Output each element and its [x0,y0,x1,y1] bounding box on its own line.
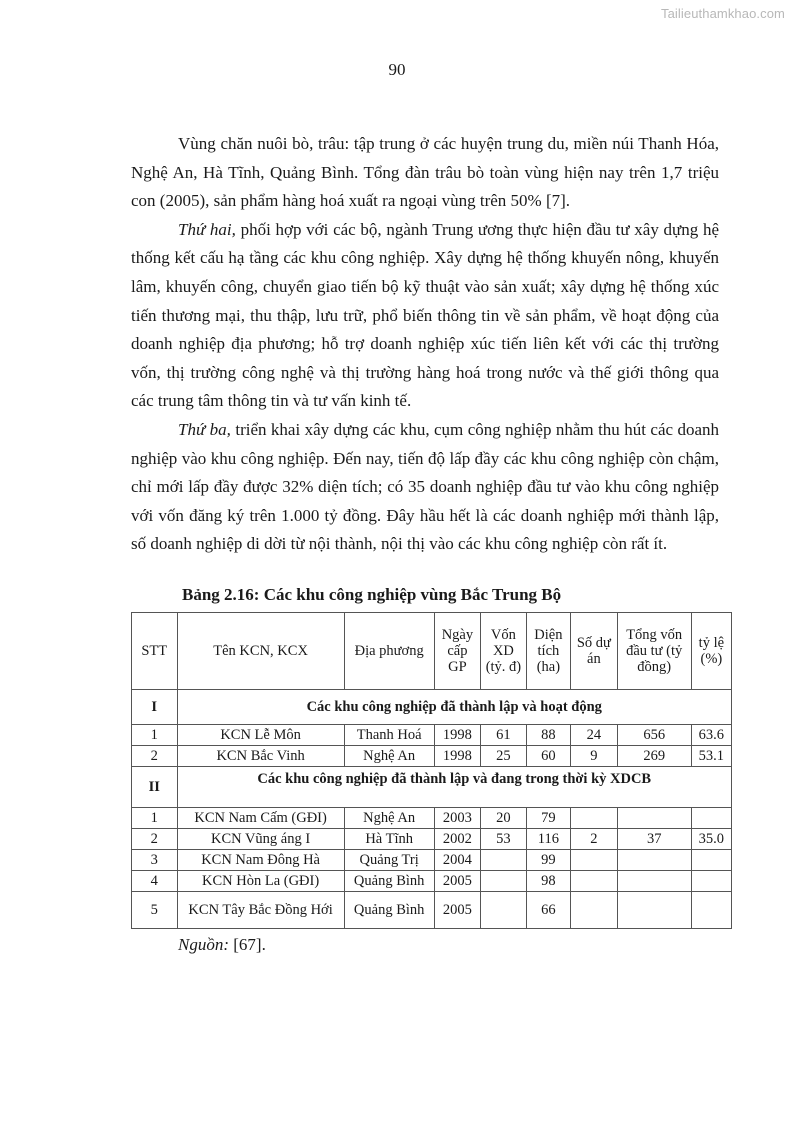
cell-locality: Thanh Hoá [344,725,434,746]
cell-projects: 9 [571,746,618,767]
cell-capital: 25 [481,746,527,767]
cell-area: 99 [526,850,570,871]
cell-ratio [691,850,731,871]
table-caption: Bảng 2.16: Các khu công nghiệp vùng Bắc Trung Bộ [182,585,562,604]
cell-name: KCN Vũng áng I [177,829,344,850]
cell-stt: 1 [132,725,178,746]
cell-name: KCN Tây Bắc Đồng Hới [177,892,344,929]
cell-locality: Quảng Trị [344,850,434,871]
paragraph-text: triển khai xây dựng các khu, cụm công nghiệp nhằm thu hút các doanh nghiệp vào khu công nghiệp. Đến nay, tiến độ lấp đầy các khu công nghiệp còn chậm, chỉ mới lấp đầy được 32% diện tích; có 35 doanh nghiệp đầu tư vào khu công nghiệp với vốn đăng ký trên 1.000 tỷ đồng. Đây hầu hết là các doanh nghiệp mới thành lập, số doanh nghiệp di dời từ nội thành, nội thị vào các khu công nghiệp còn rất ít. [131,419,720,554]
header-license-date: Ngày cấp GP [434,613,481,690]
cell-total-investment: 37 [617,829,691,850]
header-projects: Số dự án [571,613,618,690]
cell-license-date: 2005 [434,892,481,929]
table-row [132,850,732,871]
paragraph-second [131,216,719,416]
cell-stt: 3 [132,850,178,871]
cell-license-date: 1998 [434,725,481,746]
table-row [132,746,732,767]
table-header-row [132,613,732,690]
industrial-zones-table [131,612,732,929]
cell-stt: 4 [132,871,178,892]
header-ratio: tỷ lệ (%) [691,613,731,690]
cell-total-investment [617,808,691,829]
paragraph-third [131,416,719,559]
cell-locality: Hà Tĩnh [344,829,434,850]
cell-capital: 53 [481,829,527,850]
cell-ratio [691,808,731,829]
cell-projects: 24 [571,725,618,746]
cell-ratio: 53.1 [691,746,731,767]
table-source [178,935,266,955]
header-name: Tên KCN, KCX [177,613,344,690]
cell-area: 79 [526,808,570,829]
cell-license-date: 2002 [434,829,481,850]
cell-total-investment [617,871,691,892]
cell-stt: 2 [132,746,178,767]
cell-stt: 2 [132,829,178,850]
cell-ratio: 35.0 [691,829,731,850]
section-row [132,767,732,808]
table-row [132,829,732,850]
section-number: II [132,767,178,808]
cell-area: 116 [526,829,570,850]
cell-name: KCN Nam Cấm (GĐI) [177,808,344,829]
body-text [131,130,719,559]
cell-license-date: 2003 [434,808,481,829]
source-label: Nguồn: [178,935,229,954]
table-row [132,871,732,892]
cell-locality: Quảng Bình [344,892,434,929]
table-row [132,725,732,746]
cell-capital: 61 [481,725,527,746]
paragraph-text: Vùng chăn nuôi bò, trâu: tập trung ở các huyện trung du, miền núi Thanh Hóa, Nghệ An, Hà Tĩnh, Quảng Bình. Tổng đàn trâu bò toàn vùng hiện nay trên 1,7 triệu con (2005), sản phẩm hàng hoá xuất ra ngoại vùng trên 50% [7]. [131,134,719,211]
table-row [132,808,732,829]
cell-projects [571,808,618,829]
header-capital: Vốn XD (tỷ. đ) [481,613,527,690]
cell-capital: 20 [481,808,527,829]
cell-projects [571,850,618,871]
cell-locality: Nghệ An [344,808,434,829]
section-number: I [132,690,178,725]
cell-total-investment [617,892,691,929]
paragraph-lead: Thứ hai, [178,219,236,239]
cell-ratio: 63.6 [691,725,731,746]
cell-locality: Nghệ An [344,746,434,767]
cell-name: KCN Bắc Vinh [177,746,344,767]
cell-projects [571,871,618,892]
table-row [132,892,732,929]
header-total-investment: Tổng vốn đầu tư (tỷ đồng) [617,613,691,690]
cell-area: 88 [526,725,570,746]
cell-total-investment [617,850,691,871]
cell-area: 60 [526,746,570,767]
paragraph-livestock [131,130,719,216]
cell-name: KCN Nam Đông Hà [177,850,344,871]
header-stt: STT [132,613,178,690]
cell-locality: Quảng Bình [344,871,434,892]
cell-capital [481,871,527,892]
cell-license-date: 2005 [434,871,481,892]
watermark: Tailieuthamkhao.com [660,6,785,21]
cell-total-investment: 269 [617,746,691,767]
cell-name: KCN Hòn La (GĐI) [177,871,344,892]
section-row [132,690,732,725]
section-title: Các khu công nghiệp đã thành lập và đang trong thời kỳ XDCB [177,767,732,808]
cell-projects [571,892,618,929]
cell-ratio [691,871,731,892]
section-title: Các khu công nghiệp đã thành lập và hoạt động [177,690,732,725]
cell-license-date: 1998 [434,746,481,767]
cell-ratio [691,892,731,929]
source-ref: [67]. [229,935,266,954]
paragraph-text: phối hợp với các bộ, ngành Trung ương thực hiện đầu tư xây dựng hệ thống kết cấu hạ tầng các khu công nghiệp. Xây dựng hệ thống khuyến nông, khuyến lâm, khuyến công, chuyển giao tiến bộ kỹ thuật vào sản xuất; xây dựng hệ thống xúc tiến thương mại, thu thập, lưu trữ, phổ biến thông tin về sản phẩm, về hoạt động của doanh nghiệp địa phương; hỗ trợ doanh nghiệp xúc tiến liên kết với các thị trường vốn, thị trường công nghệ và thị trường hàng hoá trong nước và thế giới thông qua các trung tâm thông tin và tư vấn kinh tế. [131,219,719,411]
cell-total-investment: 656 [617,725,691,746]
cell-capital [481,892,527,929]
cell-license-date: 2004 [434,850,481,871]
cell-area: 66 [526,892,570,929]
cell-area: 98 [526,871,570,892]
page-number: 90 [388,60,406,79]
cell-projects: 2 [571,829,618,850]
cell-stt: 5 [132,892,178,929]
header-area: Diện tích (ha) [526,613,570,690]
header-locality: Địa phương [344,613,434,690]
cell-capital [481,850,527,871]
cell-stt: 1 [132,808,178,829]
paragraph-lead: Thứ ba, [178,419,231,439]
cell-name: KCN Lễ Môn [177,725,344,746]
